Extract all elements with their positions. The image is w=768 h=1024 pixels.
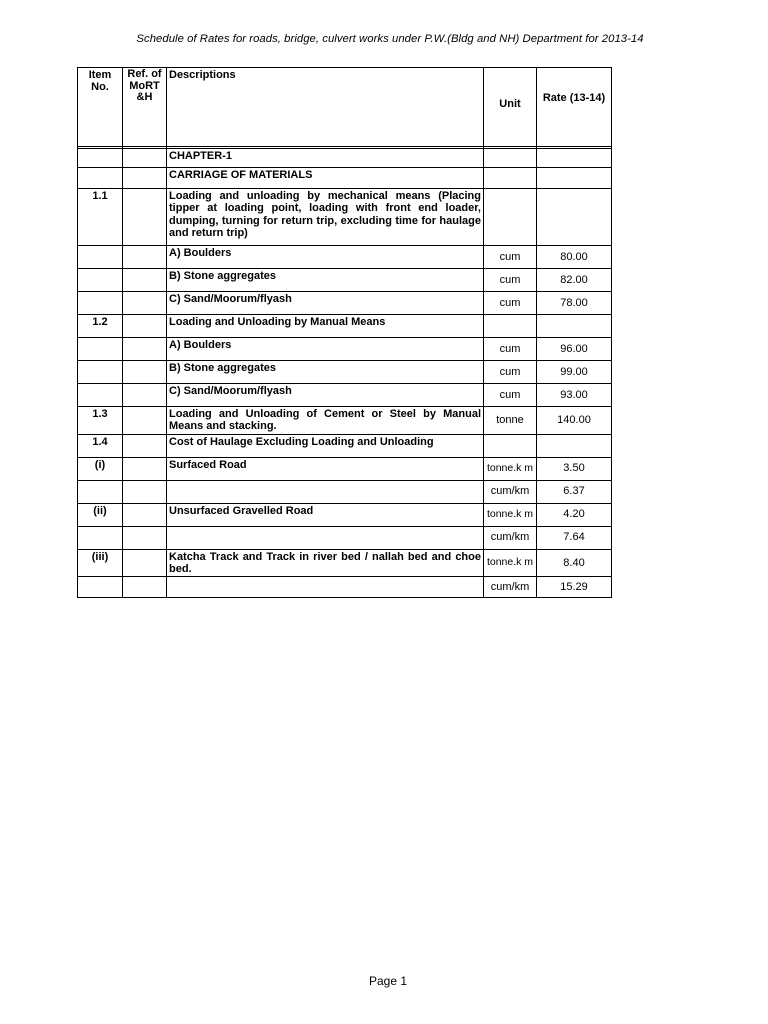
description-cell: B) Stone aggregates xyxy=(167,361,484,384)
rate-cell: 15.29 xyxy=(537,577,612,598)
description-cell xyxy=(167,480,484,503)
rate-cell: 93.00 xyxy=(537,384,612,407)
item-no-cell xyxy=(78,269,123,292)
rates-table xyxy=(77,67,612,598)
col-header-descriptions: Descriptions xyxy=(167,68,484,147)
description-cell: B) Stone aggregates xyxy=(167,269,484,292)
unit-cell: tonne xyxy=(484,407,537,435)
item-no-cell xyxy=(78,480,123,503)
item-no-cell: 1.3 xyxy=(78,407,123,435)
description-cell: Surfaced Road xyxy=(167,457,484,480)
item-no-cell: (i) xyxy=(78,457,123,480)
unit-cell: cum xyxy=(484,361,537,384)
item-no-cell xyxy=(78,246,123,269)
description-cell xyxy=(167,577,484,598)
rate-cell: 140.00 xyxy=(537,407,612,435)
unit-cell xyxy=(484,434,537,457)
unit-cell: cum xyxy=(484,292,537,315)
rate-cell: 7.64 xyxy=(537,526,612,549)
rate-cell xyxy=(537,149,612,168)
description-cell: Loading and Unloading by Manual Means xyxy=(167,315,484,338)
rate-cell: 96.00 xyxy=(537,338,612,361)
description-cell: Loading and Unloading of Cement or Steel by Manual Means and stacking. xyxy=(167,407,484,435)
ref-cell xyxy=(123,480,167,503)
unit-cell: cum/km xyxy=(484,526,537,549)
unit-cell: cum xyxy=(484,384,537,407)
table-row xyxy=(78,246,612,269)
rate-cell: 8.40 xyxy=(537,549,612,577)
description-cell: Loading and unloading by mechanical means (Placing tipper at loading point, loading with front end loader, dumping, turning for return trip, excluding time for haulage and return trip) xyxy=(167,189,484,246)
ref-cell xyxy=(123,168,167,189)
rate-cell: 4.20 xyxy=(537,503,612,526)
ref-cell xyxy=(123,361,167,384)
col-header-ref: Ref. of MoRT &H xyxy=(123,68,167,147)
rate-cell: 6.37 xyxy=(537,480,612,503)
page-footer: Page 1 xyxy=(368,974,408,988)
description-cell: A) Boulders xyxy=(167,246,484,269)
item-no-cell xyxy=(78,577,123,598)
description-cell: Cost of Haulage Excluding Loading and Unloading xyxy=(167,434,484,457)
unit-cell: cum xyxy=(484,269,537,292)
item-no-cell xyxy=(78,149,123,168)
ref-cell xyxy=(123,503,167,526)
table-row xyxy=(78,384,612,407)
rate-cell: 99.00 xyxy=(537,361,612,384)
unit-cell xyxy=(484,149,537,168)
table-row xyxy=(78,480,612,503)
item-no-cell: (ii) xyxy=(78,503,123,526)
description-cell: CARRIAGE OF MATERIALS xyxy=(167,168,484,189)
ref-cell xyxy=(123,384,167,407)
rate-cell: 78.00 xyxy=(537,292,612,315)
rate-cell: 80.00 xyxy=(537,246,612,269)
ref-cell xyxy=(123,577,167,598)
item-no-cell: 1.1 xyxy=(78,189,123,246)
unit-cell: tonne.k m xyxy=(484,549,537,577)
ref-cell xyxy=(123,246,167,269)
unit-cell: cum/km xyxy=(484,577,537,598)
ref-cell xyxy=(123,526,167,549)
col-header-unit: Unit xyxy=(484,68,537,147)
description-cell: Katcha Track and Track in river bed / nallah bed and choe bed. xyxy=(167,549,484,577)
description-cell: A) Boulders xyxy=(167,338,484,361)
ref-cell xyxy=(123,407,167,435)
unit-cell: tonne.k m xyxy=(484,457,537,480)
table-row xyxy=(78,457,612,480)
rate-cell xyxy=(537,315,612,338)
description-cell: CHAPTER-1 xyxy=(167,149,484,168)
item-no-cell: 1.2 xyxy=(78,315,123,338)
table-row xyxy=(78,577,612,598)
col-header-rate: Rate (13-14) xyxy=(537,68,612,147)
item-no-cell xyxy=(78,361,123,384)
table-row xyxy=(78,315,612,338)
ref-cell xyxy=(123,189,167,246)
item-no-cell: (iii) xyxy=(78,549,123,577)
rate-cell xyxy=(537,189,612,246)
ref-cell xyxy=(123,269,167,292)
item-no-cell xyxy=(78,168,123,189)
document-header: Schedule of Rates for roads, bridge, culvert works under P.W.(Bldg and NH) Department for 2013-14 xyxy=(136,33,644,45)
item-no-cell xyxy=(78,384,123,407)
item-no-cell xyxy=(78,292,123,315)
table-row xyxy=(78,407,612,435)
table-row xyxy=(78,189,612,246)
table-row xyxy=(78,338,612,361)
table-row xyxy=(78,503,612,526)
description-cell: Unsurfaced Gravelled Road xyxy=(167,503,484,526)
item-no-cell xyxy=(78,338,123,361)
table-header-row xyxy=(78,68,612,147)
rate-cell: 3.50 xyxy=(537,457,612,480)
description-cell: C) Sand/Moorum/flyash xyxy=(167,384,484,407)
rate-cell xyxy=(537,168,612,189)
description-cell: C) Sand/Moorum/flyash xyxy=(167,292,484,315)
table-row xyxy=(78,292,612,315)
ref-cell xyxy=(123,292,167,315)
item-no-cell: 1.4 xyxy=(78,434,123,457)
rate-cell xyxy=(537,434,612,457)
ref-cell xyxy=(123,338,167,361)
rate-cell: 82.00 xyxy=(537,269,612,292)
table-row xyxy=(78,549,612,577)
description-cell xyxy=(167,526,484,549)
unit-cell: cum/km xyxy=(484,480,537,503)
table-row xyxy=(78,361,612,384)
table-row xyxy=(78,168,612,189)
ref-cell xyxy=(123,315,167,338)
unit-cell: cum xyxy=(484,246,537,269)
table-row xyxy=(78,526,612,549)
ref-cell xyxy=(123,149,167,168)
unit-cell: tonne.k m xyxy=(484,503,537,526)
table-row xyxy=(78,269,612,292)
ref-cell xyxy=(123,457,167,480)
unit-cell xyxy=(484,315,537,338)
table-row xyxy=(78,149,612,168)
ref-cell xyxy=(123,434,167,457)
table-row xyxy=(78,434,612,457)
unit-cell xyxy=(484,168,537,189)
unit-cell: cum xyxy=(484,338,537,361)
unit-cell xyxy=(484,189,537,246)
col-header-item-no: Item No. xyxy=(78,68,123,147)
ref-cell xyxy=(123,549,167,577)
item-no-cell xyxy=(78,526,123,549)
